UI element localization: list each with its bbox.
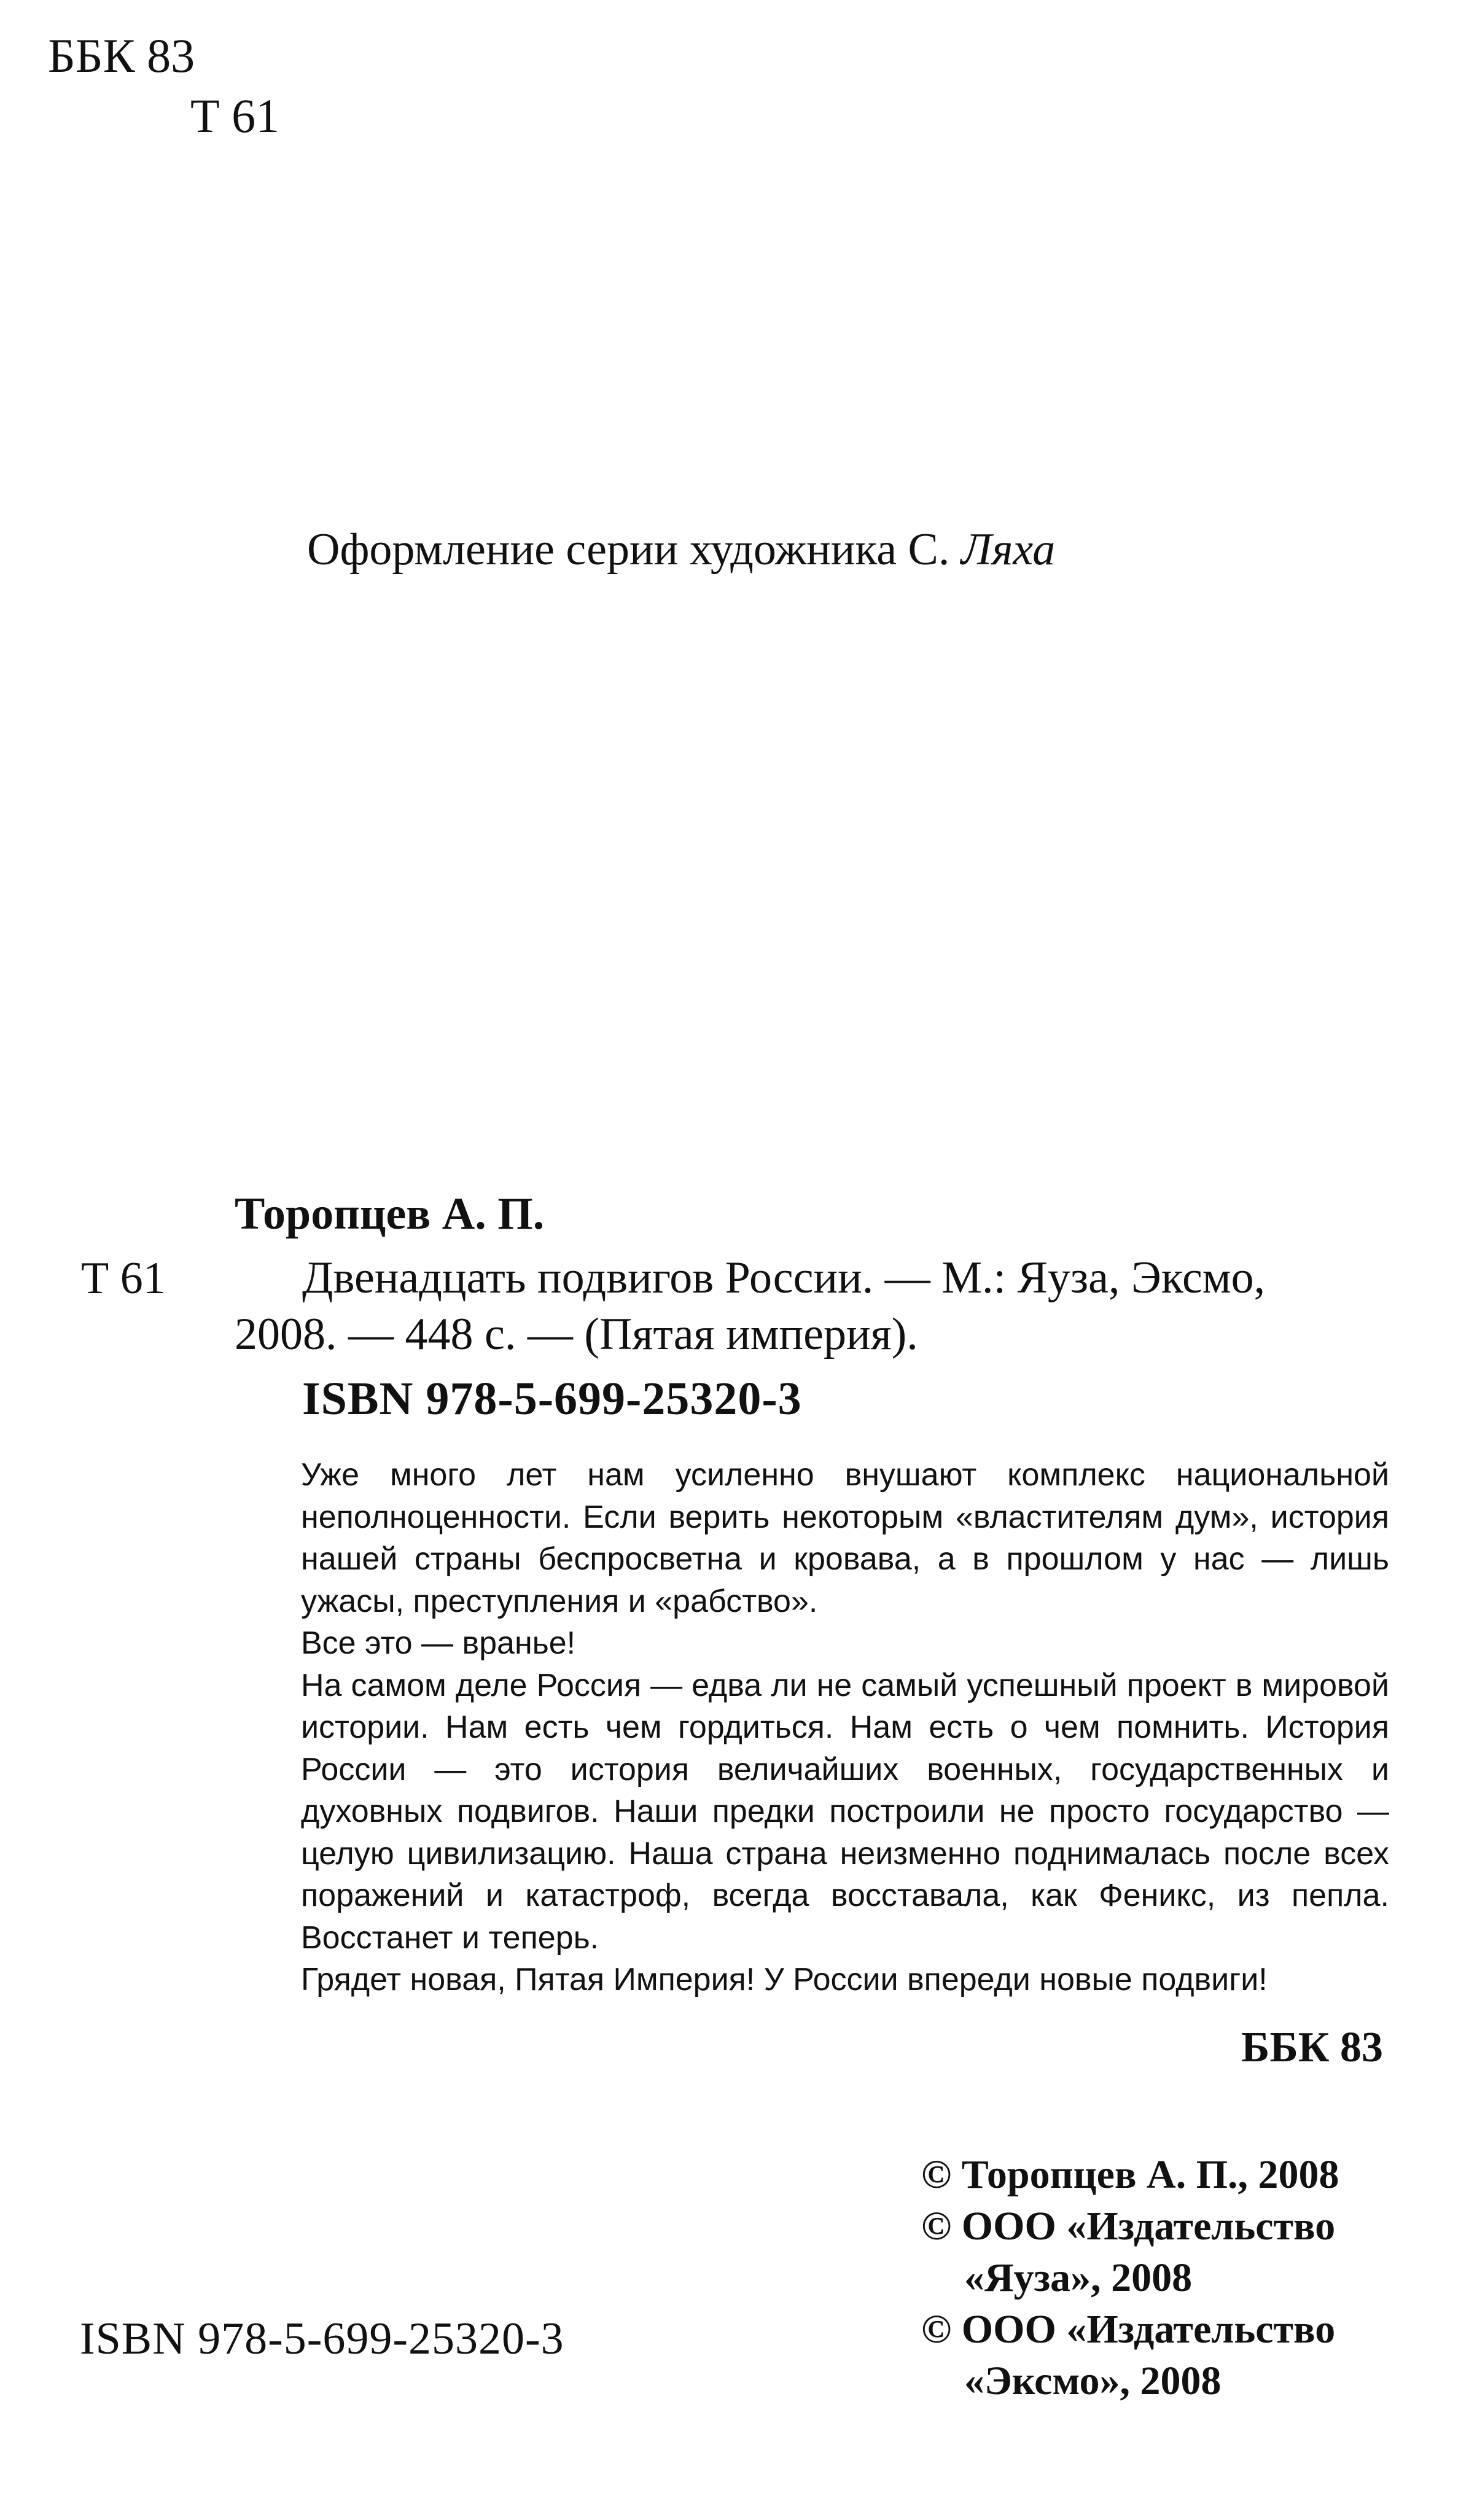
entry-author-sign: Т 61 bbox=[81, 1253, 166, 1304]
series-design-credit bbox=[307, 525, 1055, 575]
design-credit-text: Оформление серии художника С. bbox=[307, 524, 961, 575]
annotation-paragraph: На самом деле Россия — едва ли не самый успешный проект в мировой истории. Нам есть чем гордиться. Нам есть о чем помнить. История России — это история величайших военных, государственных и духовных подвигов. Наши предки построили не просто государство — целую цивилизацию. Наша страна неизменно поднималась после всех поражений и катастроф, всегда восставала, как Феникс, из пепла. Восстанет и теперь. bbox=[301, 1667, 1389, 1956]
entry-isbn: ISBN 978-5-699-25320-3 bbox=[302, 1373, 802, 1425]
copyright-publisher-1: © ООО «Издательство bbox=[921, 2204, 1336, 2249]
bibliographic-description bbox=[235, 1250, 1389, 1363]
entry-author: Торопцев А. П. bbox=[235, 1189, 545, 1239]
bbk-index-bottom: ББК 83 bbox=[1241, 2024, 1383, 2071]
copyright-publisher-1-name: «Яуза», 2008 bbox=[964, 2255, 1193, 2300]
design-credit-artist: Ляха bbox=[960, 524, 1056, 575]
bbk-index-top: ББК 83 bbox=[48, 29, 195, 82]
copyright-publisher-2-name: «Эксмо», 2008 bbox=[964, 2359, 1222, 2403]
bibliographic-imprint-line: 2008. — 448 с. — (Пятая империя). bbox=[235, 1309, 918, 1359]
annotation-paragraph: Все это — вранье! bbox=[301, 1625, 576, 1661]
author-sign-top: Т 61 bbox=[190, 89, 280, 142]
copyright-publisher-2: © ООО «Издательство bbox=[921, 2307, 1336, 2352]
copyright-author: © Торопцев А. П., 2008 bbox=[921, 2152, 1339, 2197]
copyright-block bbox=[921, 2149, 1339, 2407]
isbn-bottom: ISBN 978-5-699-25320-3 bbox=[80, 2314, 564, 2364]
bibliographic-title-line: Двенадцать подвигов России. — М.: Яуза, Эксмо, bbox=[302, 1253, 1266, 1303]
annotation-paragraph: Уже много лет нам усиленно внушают комплекс национальной неполноценности. Если верить некоторым «властителям дум», история нашей страны беспросветна и кровава, а в прошлом у нас — лишь ужасы, преступления и «рабство». bbox=[301, 1457, 1389, 1619]
annotation bbox=[301, 1454, 1389, 2001]
annotation-paragraph: Грядет новая, Пятая Империя! У России впереди новые подвиги! bbox=[301, 1962, 1268, 1997]
